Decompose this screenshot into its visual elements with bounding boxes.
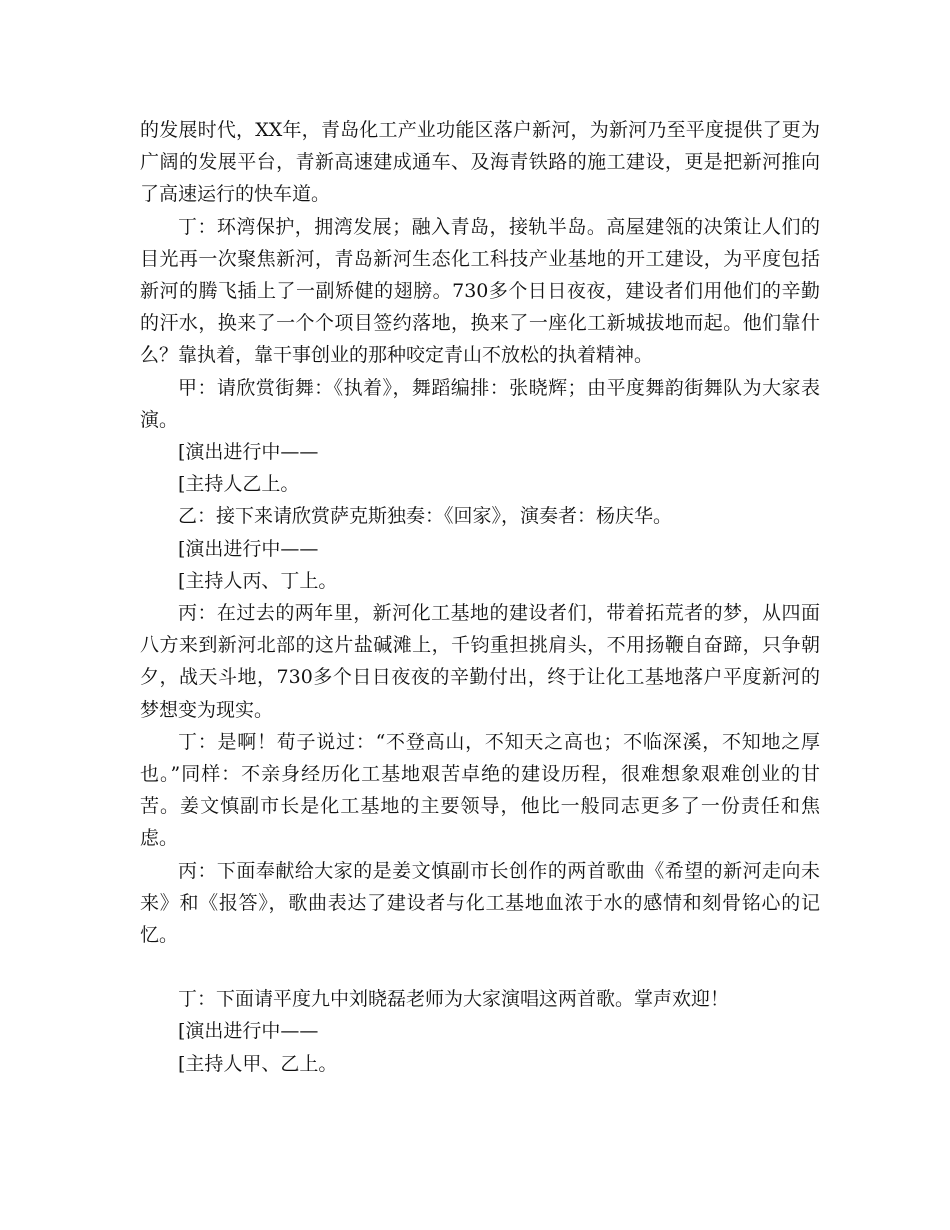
stage-direction: [主持人乙上。 bbox=[178, 473, 300, 496]
stage-direction: [演出进行中—— bbox=[178, 537, 319, 560]
paragraph-jia-1: 甲：请欣赏街舞：《执着》，舞蹈编排：张晓辉；由平度舞韵街舞队为大家表演。 bbox=[140, 376, 820, 431]
document-body bbox=[140, 114, 820, 1080]
paragraph-bing-1: 丙：在过去的两年里，新河化工基地的建设者们，带着拓荒者的梦，从四面八方来到新河北部的这片盐碱滩上，千钧重担挑肩头，不用扬鞭自奋蹄，只争朝夕，战天斗地，730多个日日夜夜的辛勤付出，终于让化工基地落户平度新河的梦想变为现实。 bbox=[140, 602, 820, 721]
paragraph-ding-3: 丁：下面请平度九中刘晓磊老师为大家演唱这两首歌。掌声欢迎！ bbox=[178, 988, 730, 1011]
paragraph-ding-2: 丁：是啊！荀子说过：“不登高山，不知天之高也；不临深溪，不知地之厚也。”同样：不亲身经历化工基地艰苦卓绝的建设历程，很难想象艰难创业的甘苦。姜文慎副市长是化工基地的主要领导，他比一般同志更多了一份责任和焦虑。 bbox=[140, 730, 820, 850]
stage-direction: [主持人甲、乙上。 bbox=[178, 1052, 338, 1075]
paragraph-yi-1: 乙：接下来请欣赏萨克斯独奏：《回家》，演奏者：杨庆华。 bbox=[178, 505, 673, 528]
paragraph-continuation: 的发展时代，XX年，青岛化工产业功能区落户新河，为新河乃至平度提供了更为广阔的发展平台，青新高速建成通车、及海青铁路的施工建设，更是把新河推向了高速运行的快车道。 bbox=[140, 119, 820, 206]
paragraph-ding-1: 丁：环湾保护，拥湾发展；融入青岛，接轨半岛。高屋建瓴的决策让人们的目光再一次聚焦新河，青岛新河生态化工科技产业基地的开工建设，为平度包括新河的腾飞插上了一副矫健的翅膀。730多个日日夜夜，建设者们用他们的辛勤的汗水，换来了一个个项目签约落地，换来了一座化工新城拔地而起。他们靠什么？靠执着，靠干事创业的那种咬定青山不放松的执着精神。 bbox=[140, 215, 820, 367]
stage-direction: [主持人丙、丁上。 bbox=[178, 569, 338, 592]
stage-direction: [演出进行中—— bbox=[178, 1020, 319, 1043]
blank-line bbox=[140, 951, 820, 983]
paragraph-bing-2: 丙：下面奉献给大家的是姜文慎副市长创作的两首歌曲《希望的新河走向未来》和《报答》，歌曲表达了建设者与化工基地血浓于水的感情和刻骨铭心的记忆。 bbox=[140, 859, 820, 947]
stage-direction: [演出进行中—— bbox=[178, 441, 319, 464]
